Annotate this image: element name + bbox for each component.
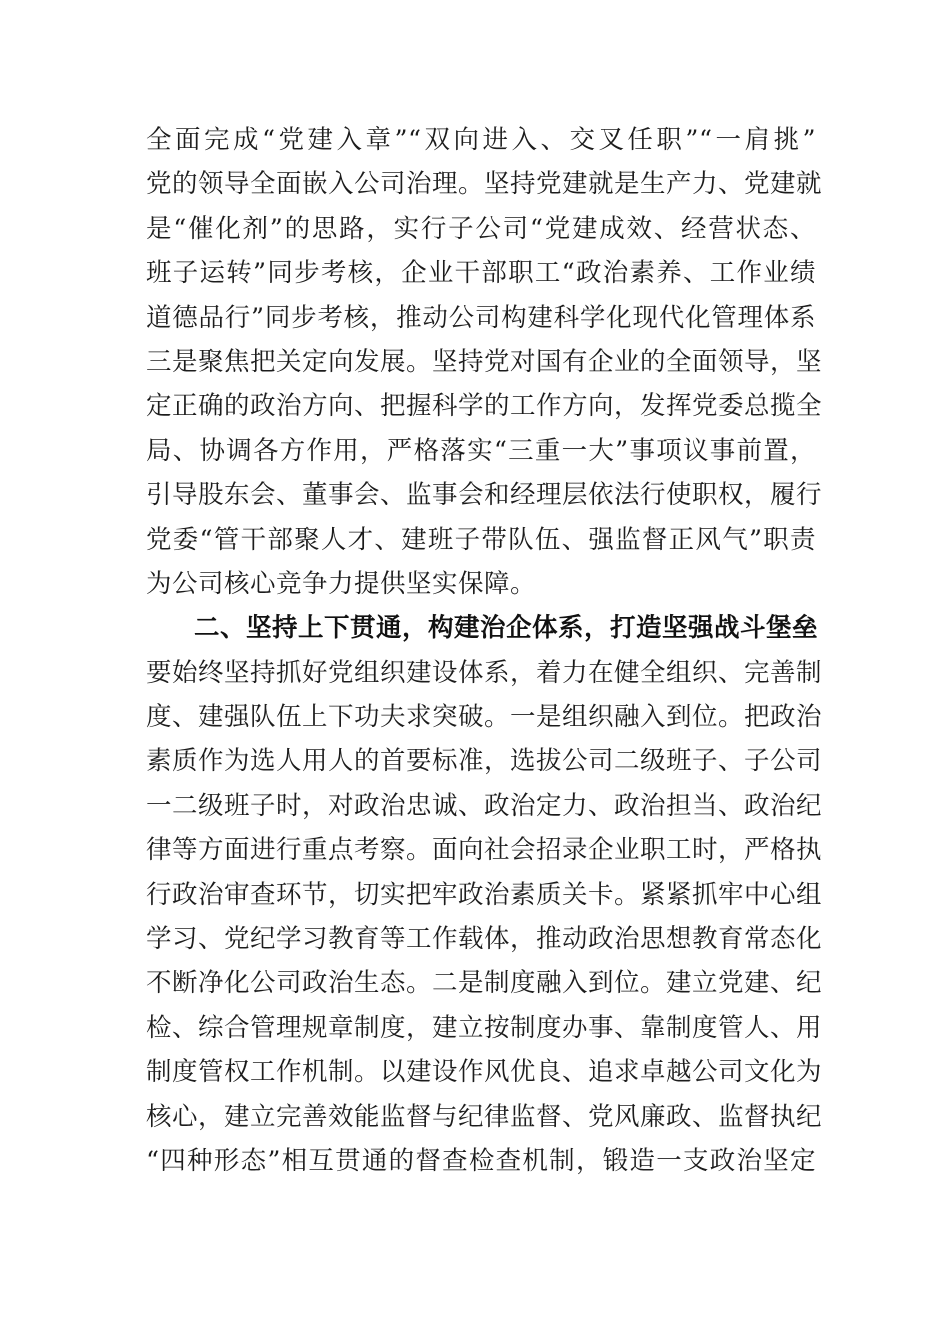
paragraph-line: 党委“管干部聚人才、建班子带队伍、强监督正风气”职责 [146,524,816,555]
paragraph-line: 局、协调各方作用，严格落实“三重一大”事项议事前置， [146,435,816,466]
paragraph-line: 度、建强队伍上下功夫求突破。一是组织融入到位。把政治 [146,702,823,733]
paragraph-line: 引导股东会、董事会、监事会和经理层依法行使职权，履行 [146,480,823,511]
document-body [146,118,823,1183]
paragraph-line: 班子运转”同步考核，企业干部职工“政治素养、工作业绩 [146,258,816,289]
paragraph-line: 行政治审查环节，切实把牢政治素质关卡。紧紧抓牢中心组 [146,879,823,910]
paragraph-line: 全面完成“党建入章”“双向进入、交叉任职”“一肩挑” [146,125,816,155]
paragraph-line: “四种形态”相互贯通的督查检查机制，锻造一支政治坚定 [146,1145,816,1176]
paragraph-line: 不断净化公司政治生态。二是制度融入到位。建立党建、纪 [146,968,823,999]
paragraph-line: 制度管权工作机制。以建设作风优良、追求卓越公司文化为 [146,1057,823,1088]
paragraph-line: 是“催化剂”的思路，实行子公司“党建成效、经营状态、 [146,213,816,244]
paragraph-line: 三是聚焦把关定向发展。坚持党对国有企业的全面领导，坚 [146,346,823,377]
paragraph-line: 律等方面进行重点考察。面向社会招录企业职工时，严格执 [146,835,823,866]
paragraph-line: 核心，建立完善效能监督与纪律监督、党风廉政、监督执纪 [146,1101,823,1132]
paragraph-line: 党的领导全面嵌入公司治理。坚持党建就是生产力、党建就 [146,169,823,200]
paragraph-line: 学习、党纪学习教育等工作载体，推动政治思想教育常态化 [146,924,823,955]
paragraph-line: 道德品行”同步考核，推动公司构建科学化现代化管理体系 [146,302,816,333]
paragraph-line: 一二级班子时，对政治忠诚、政治定力、政治担当、政治纪 [146,790,823,821]
paragraph-line: 要始终坚持抓好党组织建设体系，着力在健全组织、完善制 [146,657,823,688]
paragraph-line: 定正确的政治方向、把握科学的工作方向，发挥党委总揽全 [146,391,823,422]
paragraph-line: 检、综合管理规章制度，建立按制度办事、靠制度管人、用 [146,1012,823,1043]
paragraph-line: 为公司核心竞争力提供坚实保障。 [146,568,537,599]
section-heading: 二、坚持上下贯通，构建治企体系，打造坚强战斗堡垒 [194,613,819,644]
paragraph-line: 素质作为选人用人的首要标准，选拔公司二级班子、子公司 [146,746,823,777]
